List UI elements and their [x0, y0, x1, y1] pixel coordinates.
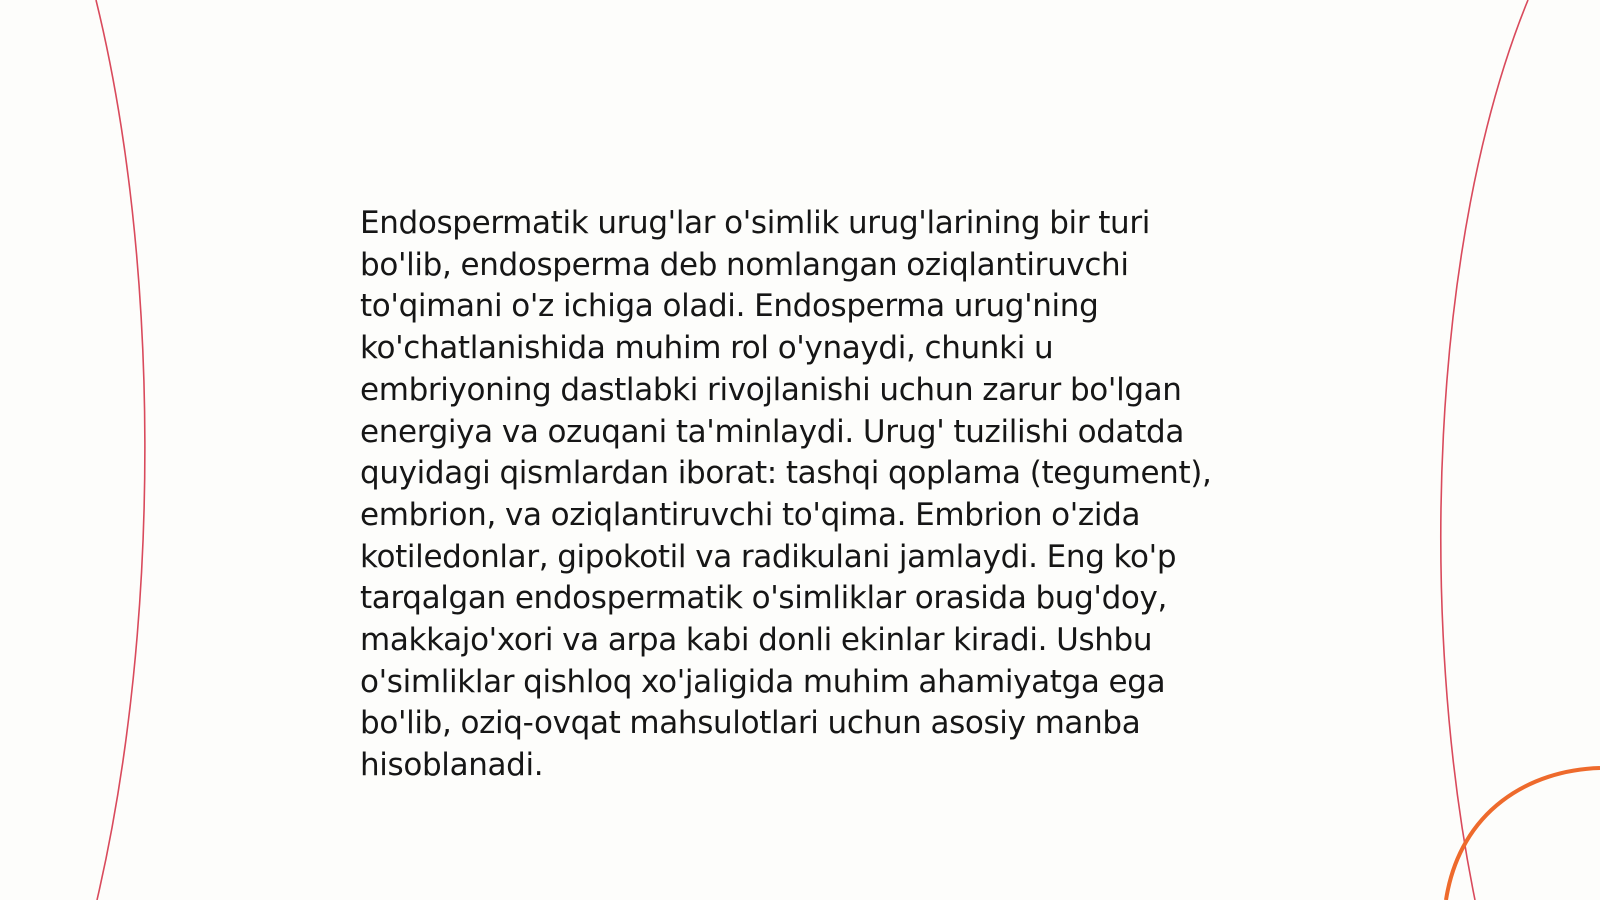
left-curve-line — [96, 0, 145, 900]
right-curve-line — [1441, 0, 1528, 900]
slide-body-text: Endospermatik urug'lar o'simlik urug'larining bir turi bo'lib, endosperma deb nomlangan oziqlantiruvchi to'qimani o'z ichiga oladi. Endosperma urug'ning ko'chatlanishida muhim rol o'ynaydi, chunki u embriyoning dastlabki rivojlanishi uchun zarur bo'lgan energiya va ozuqani ta'minlaydi. Urug' tuzilishi odatda quyidagi qismlardan iborat: tashqi qoplama (tegument), embrion, va oziqlantiruvchi to'qima. Embrion o'zida kotiledonlar, gipokotil va radikulani jamlaydi. Eng ko'p tarqalgan endospermatik o'simliklar orasida bug'doy, makkajo'xori va arpa kabi donli ekinlar kiradi. Ushbu o'simliklar qishloq xo'jaligida muhim ahamiyatga ega bo'lib, oziq-ovqat mahsulotlari uchun asosiy manba hisoblanadi. — [360, 205, 1212, 784]
orange-accent-arc — [1446, 768, 1600, 900]
